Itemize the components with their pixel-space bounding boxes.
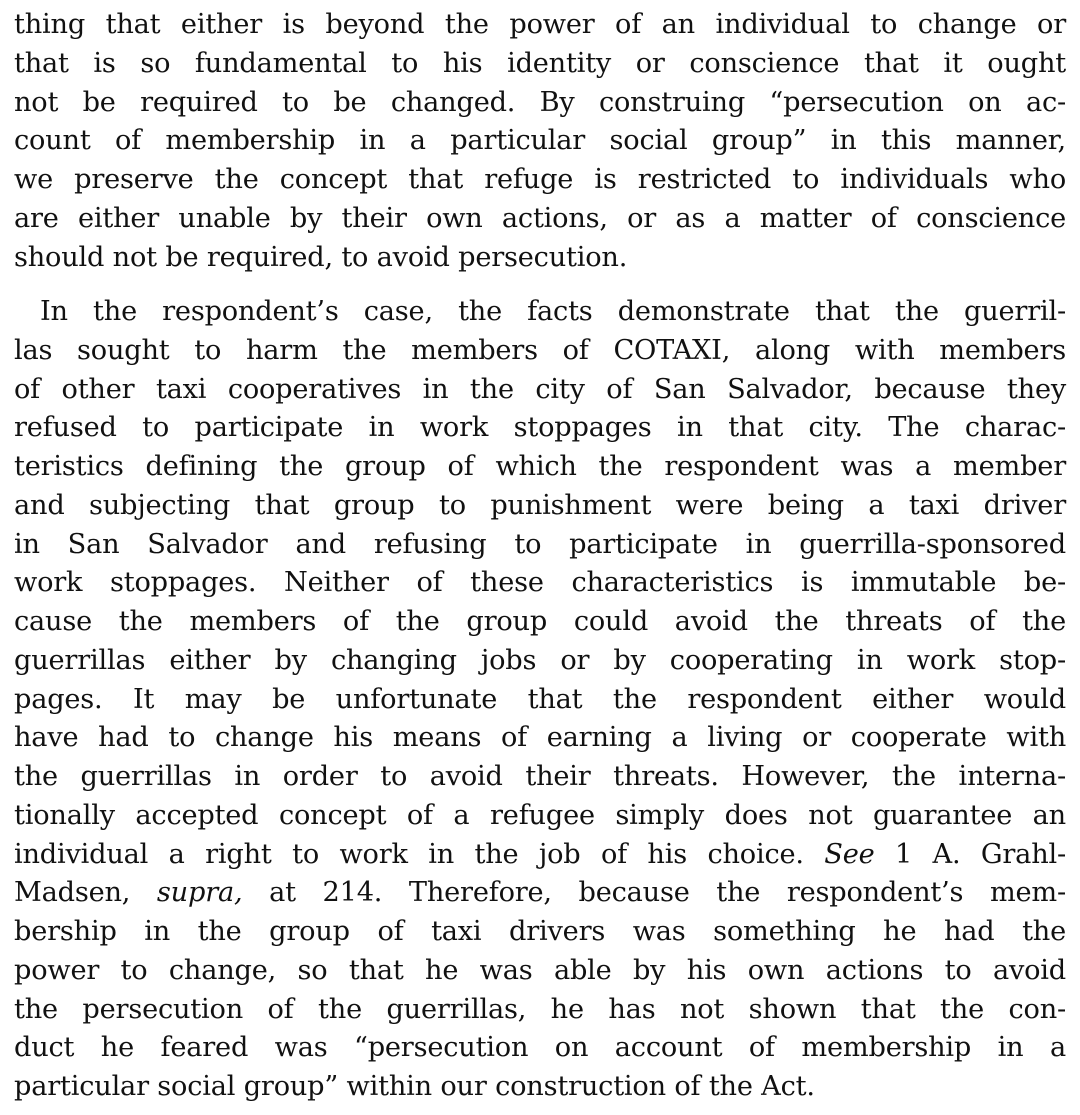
text-line: refused to participate in work stoppages in that city. The charac- [14, 412, 1066, 444]
text-line: we preserve the concept that refuge is restricted to individuals who [14, 164, 1066, 195]
citation-signal: See [824, 838, 875, 870]
text-line-with-citation [14, 836, 1066, 875]
text-line: pages. It may be unfortunate that the respondent either would [14, 683, 1066, 715]
text-segment: individual a right to work in the job of his choice. [14, 838, 804, 870]
text-line: power to change, so that he was able by his own actions to avoid [14, 954, 1066, 986]
text-line: bership in the group of taxi drivers was something he had the [14, 916, 1066, 947]
text-line: are either unable by their own actions, or as a matter of conscience [14, 202, 1066, 234]
text-line: guerrillas either by changing jobs or by cooperating in work stop- [14, 644, 1066, 676]
citation-text: 1 A. Grahl- [894, 838, 1066, 870]
text-line: that is so fundamental to his identity or conscience that it ought [14, 47, 1066, 79]
text-line: in San Salvador and refusing to participate in guerrilla-sponsored [14, 528, 1066, 560]
text-line: and subjecting that group to punishment were being a taxi driver [14, 489, 1066, 521]
text-line: teristics defining the group of which the respondent was a member [14, 451, 1066, 482]
text-line: should not be required, to avoid persecution. [14, 241, 628, 273]
text-line: have had to change his means of earning a living or cooperate with [14, 722, 1066, 754]
paragraph-respondent-case [14, 293, 1066, 1107]
citation-author: Madsen, [14, 877, 131, 909]
text-line: thing that either is beyond the power of an individual to change or [14, 9, 1066, 40]
text-line: particular social group” within our construction of the Act. [14, 1071, 815, 1102]
text-line: not be required to be changed. By construing “persecution on ac- [14, 86, 1066, 118]
text-line: of other taxi cooperatives in the city of San Salvador, because they [14, 373, 1066, 405]
text-line: count of membership in a particular social group” in this manner, [14, 125, 1066, 157]
text-segment: at 214. Therefore, because the respondent’s mem- [269, 877, 1066, 909]
text-line: the guerrillas in order to avoid their threats. However, the interna- [14, 761, 1066, 792]
text-line: work stoppages. Neither of these characteristics is immutable be- [14, 567, 1066, 599]
paragraph-continuation [14, 6, 1066, 277]
citation-supra: supra, [156, 877, 243, 909]
text-line-with-citation [14, 874, 1066, 913]
text-line: las sought to harm the members of COTAXI, along with members [14, 334, 1066, 366]
text-line: cause the members of the group could avoid the threats of the [14, 606, 1066, 637]
text-line: the persecution of the guerrillas, he has not shown that the con- [14, 993, 1066, 1025]
text-line: tionally accepted concept of a refugee simply does not guarantee an [14, 799, 1066, 831]
text-line: duct he feared was “persecution on account of membership in a [14, 1032, 1066, 1064]
text-line: In the respondent’s case, the facts demonstrate that the guerril- [40, 296, 1066, 327]
